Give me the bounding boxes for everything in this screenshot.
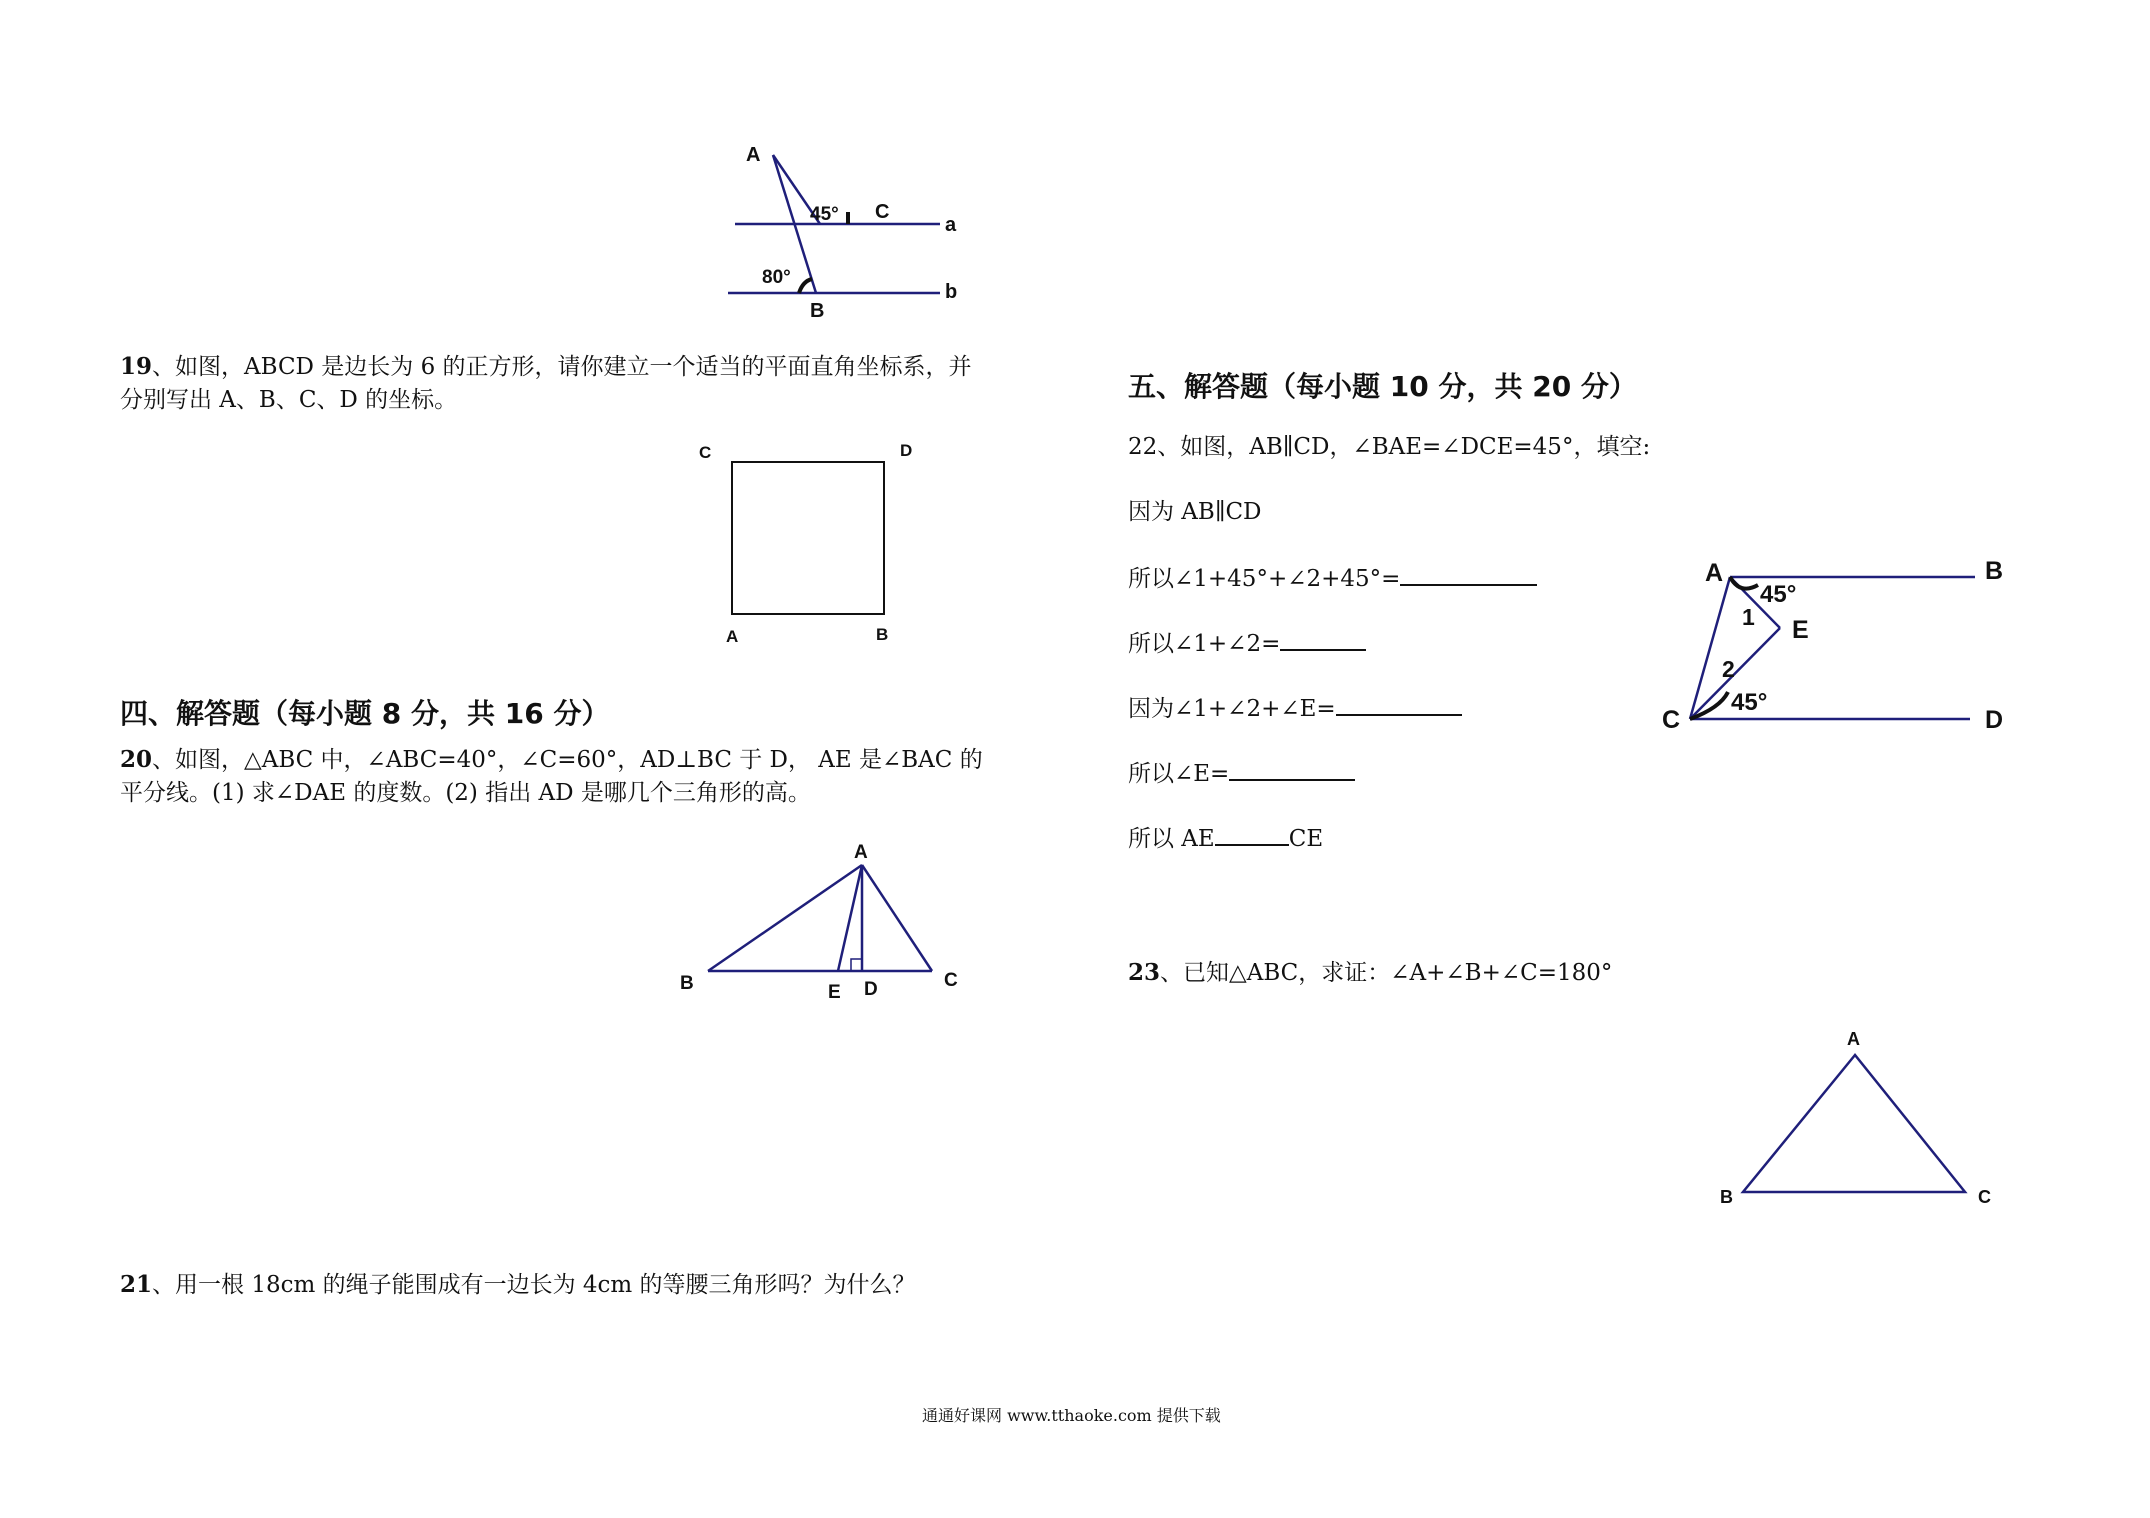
q22-line2-text: 所以∠1+45°+∠2+45°= (1128, 566, 1401, 592)
q22-line5-text: 所以∠E= (1128, 761, 1230, 787)
q22-label-A: A (1705, 559, 1724, 587)
q22-blank-1[interactable] (1400, 562, 1537, 586)
q22-figure (1650, 550, 2030, 750)
q22-text (1128, 432, 1650, 462)
q20-line1: 、如图，△ABC 中，∠ABC=40°，∠C=60°，AD⊥BC 于 D， AE 是∠BAC 的 (152, 747, 983, 773)
q22-blank-5[interactable] (1215, 822, 1289, 846)
q23-label-B: B (1720, 1187, 1733, 1207)
q22-line2 (1128, 562, 1537, 594)
q23-label-A: A (1847, 1029, 1860, 1049)
q20-label-C: C (944, 970, 958, 991)
q18-label-C: C (875, 201, 890, 223)
q20-line2: 平分线。(1) 求∠DAE 的度数。(2) 指出 AD 是哪几个三角形的高。 (120, 780, 811, 806)
section4-title: 四、解答题（每小题 8 分，共 16 分） (120, 697, 610, 730)
q19-square-figure (690, 435, 930, 655)
q18-angle-80: 80° (762, 267, 791, 288)
q23-body: 、已知△ABC，求证：∠A+∠B+∠C=180° (1160, 960, 1613, 986)
q18-label-a: a (945, 214, 957, 236)
q22-line6-prefix: 所以 AE (1128, 826, 1215, 852)
q22-line6-suffix: CE (1288, 826, 1324, 852)
square (732, 462, 884, 614)
segment-ab (708, 865, 862, 971)
q23-text (1128, 958, 1612, 988)
q22-blank-3[interactable] (1336, 692, 1462, 716)
q19-label-A: A (726, 627, 739, 646)
section5-title: 五、解答题（每小题 10 分，共 20 分） (1128, 370, 1637, 403)
segment-ae (838, 865, 862, 971)
q22-line4 (1128, 692, 1462, 724)
q22-line3 (1128, 627, 1366, 659)
q18-angle-45: 45° (810, 204, 839, 225)
q21-text (120, 1268, 1045, 1302)
q21-number: 21 (120, 1271, 153, 1298)
q22-blank-2[interactable] (1280, 627, 1366, 651)
q19-line2: 分别写出 A、B、C、D 的坐标。 (120, 387, 458, 413)
q22-blank-4[interactable] (1229, 757, 1355, 781)
q22-label-E: E (1792, 616, 1809, 644)
q20-label-A: A (854, 842, 868, 863)
q22-line1: 因为 AB∥CD (1128, 499, 1262, 525)
q22-angle-45-bottom: 45° (1731, 689, 1768, 716)
q20-number: 20 (120, 746, 153, 773)
q18-figure (720, 135, 980, 330)
q20-label-E: E (828, 982, 841, 1003)
q19-number: 19 (120, 353, 153, 380)
q22-body: 、如图，AB∥CD，∠BAE=∠DCE=45°，填空: (1157, 434, 1651, 460)
q23-triangle-figure (1700, 1020, 2020, 1220)
triangle-abc (1743, 1055, 1965, 1192)
q21-body: 、用一根 18cm 的绳子能围成有一边长为 4cm 的等腰三角形吗？为什么？ (152, 1272, 916, 1298)
q22-label-1: 1 (1742, 604, 1755, 630)
q22-line5 (1128, 757, 1355, 789)
q22-line4-text: 因为∠1+∠2+∠E= (1128, 696, 1336, 722)
right-angle-mark (851, 959, 862, 971)
q22-angle-45-top: 45° (1760, 581, 1797, 608)
q19-label-B: B (876, 625, 889, 644)
q23-label-C: C (1978, 1187, 1991, 1207)
q22-label-2: 2 (1722, 656, 1735, 682)
angle-80-arc (799, 279, 812, 293)
q19-line1: 、如图，ABCD 是边长为 6 的正方形，请你建立一个适当的平面直角坐标系，并 (152, 354, 972, 380)
q19-label-D: D (900, 441, 913, 460)
footer-text: 通通好课网 www.tthaoke.com 提供下载 (922, 1406, 1221, 1425)
q20-label-D: D (864, 979, 878, 1000)
q18-label-b: b (945, 281, 958, 303)
q18-label-B: B (810, 300, 825, 322)
q22-label-B: B (1985, 557, 2004, 585)
q22-label-C: C (1662, 706, 1681, 734)
q19-text (120, 350, 1045, 417)
segment-ac (862, 865, 932, 971)
q22-line3-text: 所以∠1+∠2= (1128, 631, 1281, 657)
q20-text (120, 743, 1045, 810)
q19-label-C: C (699, 443, 712, 462)
q22-number: 22 (1128, 434, 1158, 460)
q20-label-B: B (680, 973, 694, 994)
q22-line6 (1128, 822, 1323, 854)
angle-45-top-arc (1730, 577, 1758, 589)
q22-label-D: D (1985, 706, 2004, 734)
q20-triangle-figure (670, 835, 980, 1010)
q18-label-A: A (746, 144, 761, 166)
q23-number: 23 (1128, 959, 1161, 986)
